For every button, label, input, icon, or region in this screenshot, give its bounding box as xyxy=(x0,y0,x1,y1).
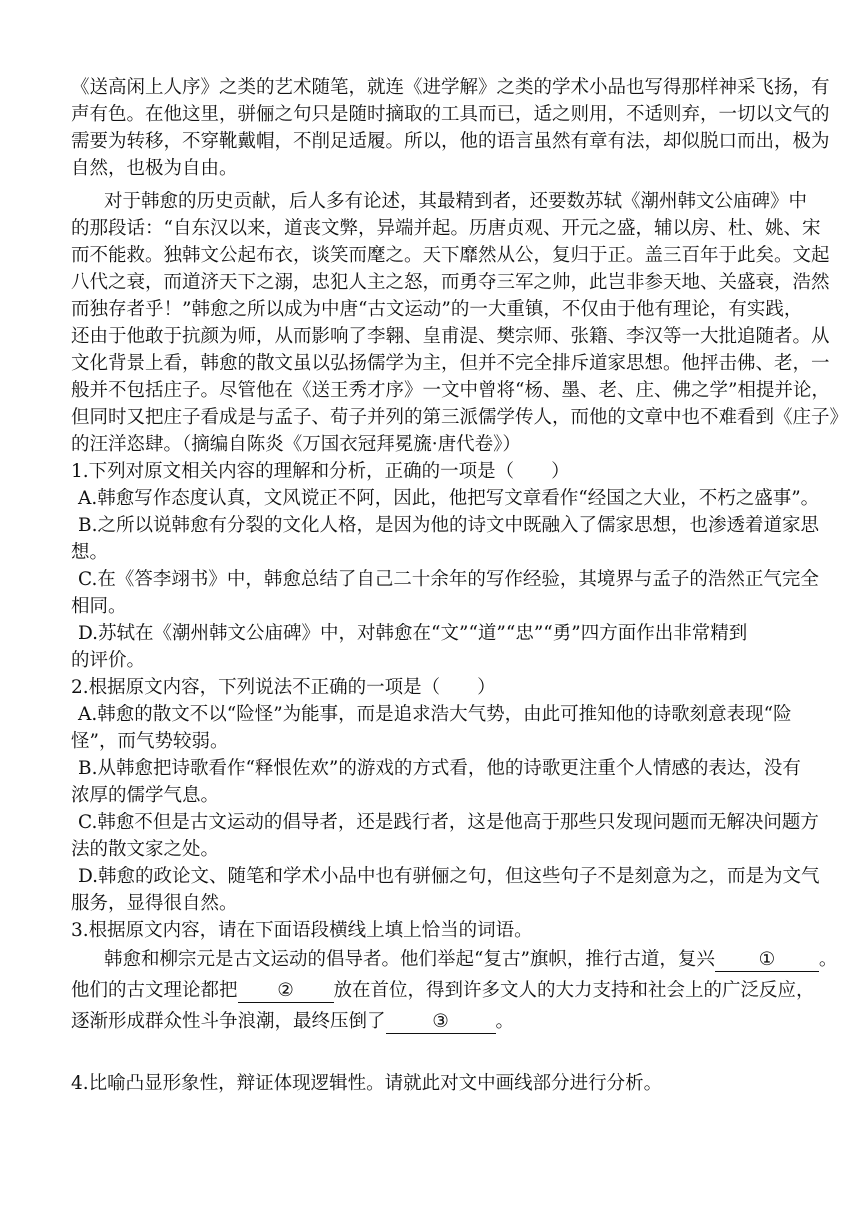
q1-option-d-cont: 的评价。 xyxy=(71,650,146,671)
q3-line-1-end: 。 xyxy=(818,949,838,970)
blank-3-marker: ③ xyxy=(432,1011,449,1032)
passage-line: 文化背景上看，韩愈的散文虽以弘扬儒学为主，但并不完全排斥道家思想。他抨击佛、老，一 xyxy=(71,353,830,374)
q1-option-b-cont: 想。 xyxy=(71,542,109,563)
question-1-stem: 1.下列对原文相关内容的理解和分析，正确的一项是（ ） xyxy=(71,461,570,482)
passage-line: 而独存者乎！”韩愈之所以成为中唐“古文运动”的一大重镇，不仅由于他有理论，有实践， xyxy=(71,299,803,320)
q3-line-3-text: 逐渐形成群众性斗争浪潮，最终压倒了 xyxy=(71,1011,386,1032)
question-4-stem: 4.比喻凸显形象性，辩证体现逻辑性。请就此对文中画线部分进行分析。 xyxy=(71,1073,663,1094)
passage-line: 但同时又把庄子看成是与孟子、荀子并列的第三派儒学传人，而他的文章中也不难看到《庄子》 xyxy=(71,407,849,428)
passage-line: 八代之衰，而道济天下之溺，忠犯人主之怒，而勇夺三军之帅，此岂非参天地、关盛衰，浩然 xyxy=(71,272,830,293)
q3-line-2 xyxy=(71,978,815,1004)
q2-option-c: C.韩愈不但是古文运动的倡导者，还是践行者，这是他高于那些只发现问题而无解决问题方 xyxy=(78,812,819,833)
passage-line: 般并不包括庄子。尽管他在《送王秀才序》一文中曾将“杨、墨、老、庄、佛之学”相提并论， xyxy=(71,380,830,401)
q2-option-b: B.从韩愈把诗歌看作“释恨佐欢”的游戏的方式看，他的诗歌更注重个人情感的表达，没有 xyxy=(78,758,801,779)
passage-line: 《送高闲上人序》之类的艺术随笔，就连《进学解》之类的学术小品也写得那样神采飞扬，有 xyxy=(71,77,830,98)
q1-option-b: B.之所以说韩愈有分裂的文化人格，是因为他的诗文中既融入了儒家思想，也渗透着道家思 xyxy=(78,515,819,536)
q1-option-d: D.苏轼在《潮州韩文公庙碑》中，对韩愈在“文”“道”“忠”“勇”四方面作出非常精到 xyxy=(78,623,748,644)
q2-option-d: D.韩愈的政论文、随笔和学术小品中也有骈俪之句，但这些句子不是刻意为之，而是为文气 xyxy=(78,866,820,887)
q1-option-c: C.在《答李翊书》中，韩愈总结了自己二十余年的写作经验，其境界与孟子的浩然正气完全 xyxy=(78,569,819,590)
q3-line-3-end: 。 xyxy=(495,1011,515,1032)
blank-1-marker: ① xyxy=(758,949,776,970)
fill-blank-2[interactable] xyxy=(238,980,334,1003)
q3-line-2-text: 他们的古文理论都把 xyxy=(71,980,238,1001)
q1-option-c-cont: 相同。 xyxy=(71,596,127,617)
q2-option-a: A.韩愈的散文不以“险怪”为能事，而是追求浩大气势，由此可推知他的诗歌刻意表现“险 xyxy=(78,704,792,725)
q3-line-1-text: 韩愈和柳宗元是古文运动的倡导者。他们举起“复古”旗帜，推行古道，复兴 xyxy=(104,949,715,970)
passage-line: 的那段话：“自东汉以来，道丧文弊，异端并起。历唐贞观、开元之盛，辅以房、杜、姚、宋 xyxy=(71,218,821,239)
q3-line-2-end: 放在首位，得到许多文人的大力支持和社会上的广泛反应， xyxy=(333,980,815,1001)
passage-line: 对于韩愈的历史贡献，后人多有论述，其最精到者，还要数苏轼《潮州韩文公庙碑》中 xyxy=(104,191,808,212)
q2-option-a-cont: 怪”，而气势较弱。 xyxy=(71,731,229,752)
q1-option-a: A.韩愈写作态度认真，文风谠正不阿，因此，他把写文章看作“经国之大业，不朽之盛事”。 xyxy=(78,488,820,509)
passage-line: 自然，也极为自由。 xyxy=(71,158,238,179)
passage-line: 需要为转移，不穿靴戴帽，不削足适履。所以，他的语言虽然有章有法，却似脱口而出，极为 xyxy=(71,131,830,152)
q2-option-c-cont: 法的散文家之处。 xyxy=(71,839,220,860)
question-3-stem: 3.根据原文内容，请在下面语段横线上填上恰当的词语。 xyxy=(71,920,533,941)
blank-2-marker: ② xyxy=(277,980,294,1001)
passage-line: 声有色。在他这里，骈俪之句只是随时摘取的工具而已，适之则用，不适则弃，一切以文气的 xyxy=(71,104,830,125)
q3-line-1 xyxy=(104,947,838,973)
passage-line: 还由于他敢于抗颜为师，从而影响了李翱、皇甫湜、樊宗师、张籍、李汉等一大批追随者。从 xyxy=(71,326,830,347)
passage-line: 的汪洋恣肆。（摘编自陈炎《万国衣冠拜冕旒·唐代卷》） xyxy=(71,434,521,455)
q3-line-3 xyxy=(71,1009,801,1035)
q2-option-d-cont: 服务，显得很自然。 xyxy=(71,893,238,914)
passage-line: 而不能救。独韩文公起布衣，谈笑而麾之。天下靡然从公，复归于正。盖三百年于此矣。文起 xyxy=(71,245,830,266)
question-2-stem: 2.根据原文内容，下列说法不正确的一项是（ ） xyxy=(71,677,496,698)
q2-option-b-cont: 浓厚的儒学气息。 xyxy=(71,785,220,806)
fill-blank-3[interactable] xyxy=(386,1011,496,1034)
fill-blank-1[interactable] xyxy=(715,949,819,972)
